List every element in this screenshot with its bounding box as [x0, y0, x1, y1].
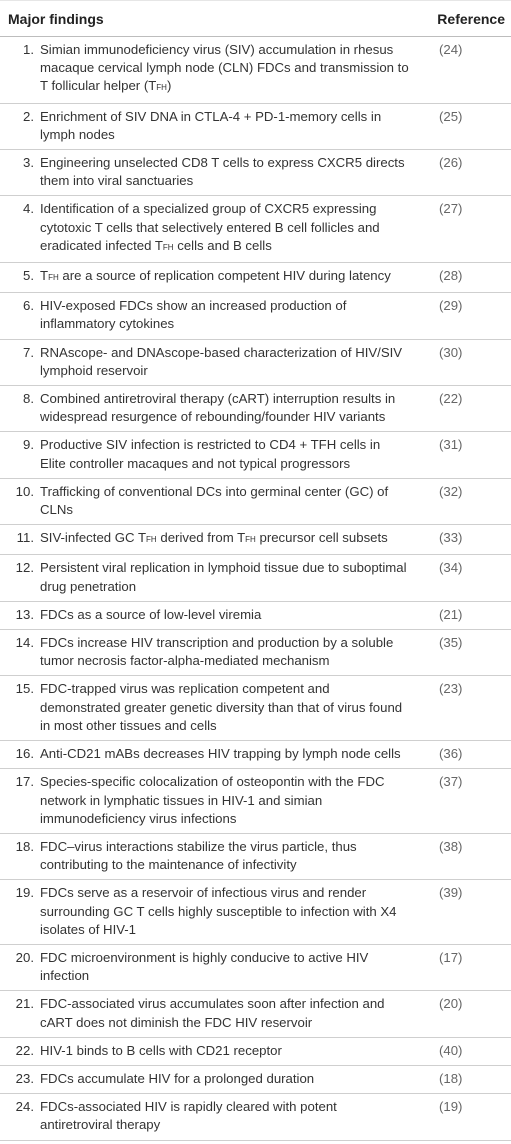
- finding-text: [40, 344, 409, 380]
- row-number: 6.: [23, 298, 34, 314]
- reference-cell: (20): [417, 991, 511, 1037]
- row-number: 1.: [23, 42, 34, 57]
- reference-cell: (34): [417, 555, 511, 601]
- finding-text-main: FDC-associated virus accumulates soon after infection and cART does not diminish the FDC HIV reservoir: [40, 996, 385, 1030]
- row-number: 17.: [15, 774, 34, 790]
- table-row: [0, 1065, 511, 1093]
- finding-cell: [0, 1037, 417, 1065]
- finding-cell: [0, 555, 417, 601]
- finding-text-tail: precursor cell subsets: [255, 530, 388, 546]
- finding-text: [40, 154, 409, 190]
- reference-cell: (21): [417, 601, 511, 629]
- finding-text: [40, 838, 409, 874]
- finding-text-main: Identification of a specialized group of CXCR5 expressing cytotoxic T cells that selectively entered B cell follicles and eradicated infected T: [40, 201, 380, 253]
- finding-subscript: FH: [156, 83, 167, 93]
- finding-text-main: Persistent viral replication in lymphoid tissue due to suboptimal drug penetration: [40, 560, 407, 594]
- table-row: [0, 293, 511, 339]
- finding-subscript: FH: [162, 242, 174, 252]
- finding-text: [40, 634, 409, 670]
- finding-text: [40, 297, 409, 333]
- reference-cell: (35): [417, 630, 511, 676]
- finding-cell: [0, 478, 417, 524]
- finding-text-main: FDCs as a source of low-level viremia: [40, 606, 262, 622]
- finding-text-main: SIV-infected GC T: [40, 530, 147, 546]
- reference-cell: (19): [417, 1094, 511, 1140]
- finding-cell: [0, 150, 417, 196]
- row-number: 5.: [23, 268, 34, 284]
- table-row: [0, 880, 511, 945]
- finding-text-main: FDC–virus interactions stabilize the virus particle, thus contributing to the maintenance of infectivity: [40, 838, 357, 873]
- table-row: [0, 676, 511, 741]
- table-row: [0, 833, 511, 879]
- finding-cell: [0, 1094, 417, 1140]
- row-number: 21.: [15, 996, 34, 1012]
- finding-text: [40, 1042, 409, 1060]
- reference-cell: (25): [417, 103, 511, 149]
- table-row: [0, 103, 511, 149]
- reference-cell: (31): [417, 432, 511, 478]
- finding-text-main: RNAscope- and DNAscope-based characterization of HIV/SIV lymphoid reservoir: [40, 344, 403, 378]
- row-number: 18.: [15, 838, 34, 854]
- finding-cell: [0, 676, 417, 741]
- row-number: 15.: [15, 681, 34, 697]
- finding-cell: [0, 880, 417, 945]
- reference-cell: (29): [417, 293, 511, 339]
- header-row: [0, 1, 511, 37]
- finding-text: [40, 884, 409, 939]
- finding-text: [40, 41, 409, 98]
- row-number: 4.: [23, 201, 34, 217]
- finding-cell: [0, 339, 417, 385]
- finding-text-main: FDCs-associated HIV is rapidly cleared with potent antiretroviral therapy: [40, 1099, 337, 1133]
- finding-text: [40, 483, 409, 519]
- finding-text: [40, 1070, 409, 1088]
- finding-cell: [0, 630, 417, 676]
- finding-text: [40, 680, 409, 735]
- table-row: [0, 386, 511, 432]
- finding-cell: [0, 1065, 417, 1093]
- table-row: [0, 601, 511, 629]
- finding-text-main: FDCs increase HIV transcription and production by a soluble tumor necrosis factor-alpha-mediated mechanism: [40, 635, 394, 669]
- table-row: [0, 150, 511, 196]
- finding-cell: [0, 196, 417, 263]
- table-row: [0, 339, 511, 385]
- finding-text: [40, 606, 409, 624]
- finding-text: [40, 529, 409, 549]
- finding-text: [40, 390, 409, 426]
- table-row: [0, 1037, 511, 1065]
- row-number: 10.: [15, 483, 34, 499]
- table-row: [0, 196, 511, 263]
- finding-text-tail: are a source of replication competent HIV during latency: [58, 268, 391, 284]
- reference-cell: (37): [417, 769, 511, 834]
- row-number: 7.: [23, 344, 34, 360]
- reference-cell: (36): [417, 741, 511, 769]
- finding-text: [40, 436, 409, 472]
- row-number: 8.: [23, 391, 34, 407]
- reference-cell: (32): [417, 478, 511, 524]
- finding-cell: [0, 525, 417, 555]
- finding-text-main: Engineering unselected CD8 T cells to express CXCR5 directs them into viral sanctuaries: [40, 155, 405, 189]
- finding-cell: [0, 103, 417, 149]
- reference-cell: (30): [417, 339, 511, 385]
- table-row: [0, 944, 511, 990]
- finding-cell: [0, 386, 417, 432]
- finding-text: [40, 267, 409, 287]
- table-row: [0, 432, 511, 478]
- finding-text-main: Combined antiretroviral therapy (cART) interruption results in widespread resurgence of rebounding/founder HIV variants: [40, 391, 396, 425]
- table-row: [0, 525, 511, 555]
- table-body: [0, 37, 511, 1141]
- reference-cell: (18): [417, 1065, 511, 1093]
- row-number: 14.: [15, 635, 34, 651]
- table-row: [0, 37, 511, 104]
- finding-cell: [0, 601, 417, 629]
- table-row: [0, 741, 511, 769]
- finding-subscript: FH: [48, 273, 59, 283]
- finding-cell: [0, 263, 417, 293]
- header-reference: Reference: [417, 1, 511, 37]
- row-number: 9.: [23, 437, 34, 453]
- table-row: [0, 555, 511, 601]
- reference-cell: (40): [417, 1037, 511, 1065]
- finding-cell: [0, 833, 417, 879]
- reference-cell: (24): [417, 37, 511, 104]
- row-number: 13.: [15, 606, 34, 622]
- finding-cell: [0, 741, 417, 769]
- row-number: 16.: [15, 746, 34, 762]
- reference-cell: (38): [417, 833, 511, 879]
- finding-text-main: FDC-trapped virus was replication competent and demonstrated greater genetic diversity than that of virus found in most other tissues and cells: [40, 681, 403, 733]
- table-row: [0, 263, 511, 293]
- finding-text-main: Anti-CD21 mABs decreases HIV trapping by lymph node cells: [40, 746, 401, 762]
- finding-text-main: Species-specific colocalization of osteopontin with the FDC network in lymphatic tissues in HIV-1 and simian immunodeficiency virus infections: [40, 774, 385, 826]
- reference-cell: (33): [417, 525, 511, 555]
- row-number: 22.: [15, 1042, 34, 1058]
- finding-cell: [0, 432, 417, 478]
- finding-text-tail: ): [166, 78, 172, 94]
- finding-cell: [0, 991, 417, 1037]
- finding-text-main: FDC microenvironment is highly conducive to active HIV infection: [40, 949, 369, 984]
- finding-subscript: FH: [245, 535, 256, 545]
- reference-cell: (22): [417, 386, 511, 432]
- finding-text-main: Productive SIV infection is restricted to CD4 + TFH cells in Elite controller macaques and not typical progressors: [40, 437, 381, 471]
- finding-text-tail: cells and B cells: [173, 237, 272, 253]
- finding-text: [40, 773, 409, 828]
- reference-cell: (39): [417, 880, 511, 945]
- finding-cell: [0, 944, 417, 990]
- finding-text: [40, 1098, 409, 1134]
- header-major-findings: Major findings: [0, 1, 417, 37]
- finding-subscript: FH: [146, 535, 157, 545]
- finding-cell: [0, 293, 417, 339]
- finding-text: [40, 995, 409, 1031]
- finding-cell: [0, 769, 417, 834]
- finding-text: [40, 559, 409, 595]
- finding-text-main: Simian immunodeficiency virus (SIV) accumulation in rhesus macaque cervical lymph node (CLN) FDCs and transmission to T follicular helper (T: [40, 42, 409, 94]
- finding-text-main: FDCs serve as a reservoir of infectious virus and render surrounding GC T cells highly susceptible to infection with X4 isolates of HIV-1: [40, 885, 397, 937]
- reference-cell: (17): [417, 944, 511, 990]
- finding-cell: [0, 37, 417, 104]
- finding-text: [40, 200, 409, 257]
- finding-text-main: T: [40, 268, 49, 284]
- table-row: [0, 1094, 511, 1140]
- finding-text-main: HIV-exposed FDCs show an increased production of inflammatory cytokines: [40, 298, 347, 332]
- finding-text: [40, 108, 409, 144]
- row-number: 23.: [15, 1070, 34, 1086]
- row-number: 11.: [16, 530, 34, 546]
- table-row: [0, 478, 511, 524]
- table-row: [0, 769, 511, 834]
- finding-text-tail: derived from T: [156, 530, 246, 546]
- table-row: [0, 991, 511, 1037]
- row-number: 3.: [23, 155, 34, 171]
- row-number: 19.: [15, 885, 34, 901]
- row-number: 2.: [23, 108, 34, 124]
- reference-cell: (27): [417, 196, 511, 263]
- row-number: 20.: [15, 949, 34, 965]
- reference-cell: (26): [417, 150, 511, 196]
- table-row: [0, 630, 511, 676]
- row-number: 24.: [15, 1099, 34, 1115]
- finding-text-main: Enrichment of SIV DNA in CTLA-4 + PD-1-memory cells in lymph nodes: [40, 108, 382, 142]
- finding-text-main: FDCs accumulate HIV for a prolonged duration: [40, 1070, 315, 1086]
- finding-text-main: HIV-1 binds to B cells with CD21 receptor: [40, 1042, 282, 1058]
- finding-text: [40, 949, 409, 985]
- finding-text: [40, 745, 409, 763]
- reference-cell: (23): [417, 676, 511, 741]
- row-number: 12.: [15, 560, 34, 576]
- reference-cell: (28): [417, 263, 511, 293]
- finding-text-main: Trafficking of conventional DCs into germinal center (GC) of CLNs: [40, 483, 389, 518]
